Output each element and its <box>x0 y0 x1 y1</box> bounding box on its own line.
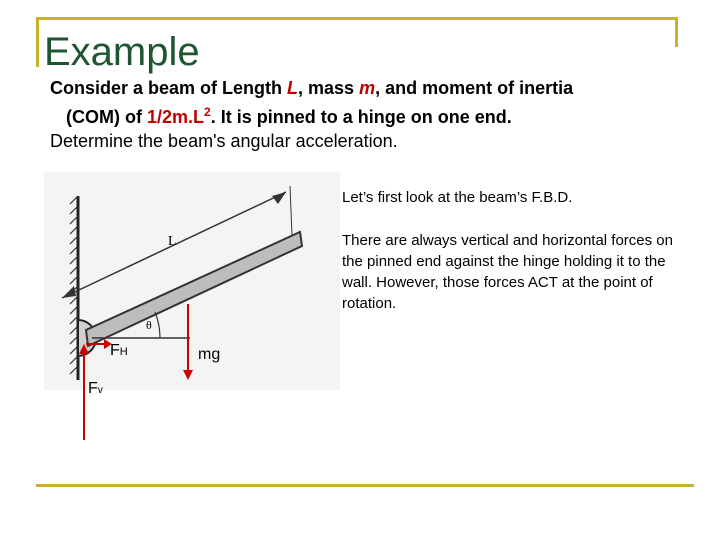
slide-title: Example <box>44 30 200 74</box>
mass-symbol: m <box>359 78 376 98</box>
length-label: L <box>168 234 177 249</box>
fv-letter: F <box>88 380 98 397</box>
length-symbol: L <box>287 78 299 98</box>
problem-text: . It is pinned to a hinge on one end. <box>210 107 512 127</box>
angle-label: θ <box>146 318 152 332</box>
problem-text: , mass <box>298 78 360 98</box>
problem-text: Consider a beam of Length <box>50 78 288 98</box>
problem-text: (COM) of <box>66 107 147 127</box>
fh-letter: F <box>110 342 120 359</box>
fbd-intro: Let’s first look at the beam’s F.B.D. <box>342 189 573 206</box>
fh-label <box>110 342 128 360</box>
problem-line-3: Determine the beam's angular acceleration. <box>50 131 398 151</box>
inertia-exponent: 2 <box>204 105 211 119</box>
fh-subscript: H <box>119 346 128 358</box>
inertia-formula-text: 1/2m.L <box>146 107 205 127</box>
fbd-explanation: There are always vertical and horizontal forces on the pinned end against the hinge holding it to the wall. However, those forces ACT at the point of rotation. <box>342 232 673 312</box>
mg-label: mg <box>198 346 221 363</box>
fv-subscript: v <box>97 385 103 396</box>
problem-text: , and moment of inertia <box>375 78 574 98</box>
fv-label <box>88 380 103 398</box>
